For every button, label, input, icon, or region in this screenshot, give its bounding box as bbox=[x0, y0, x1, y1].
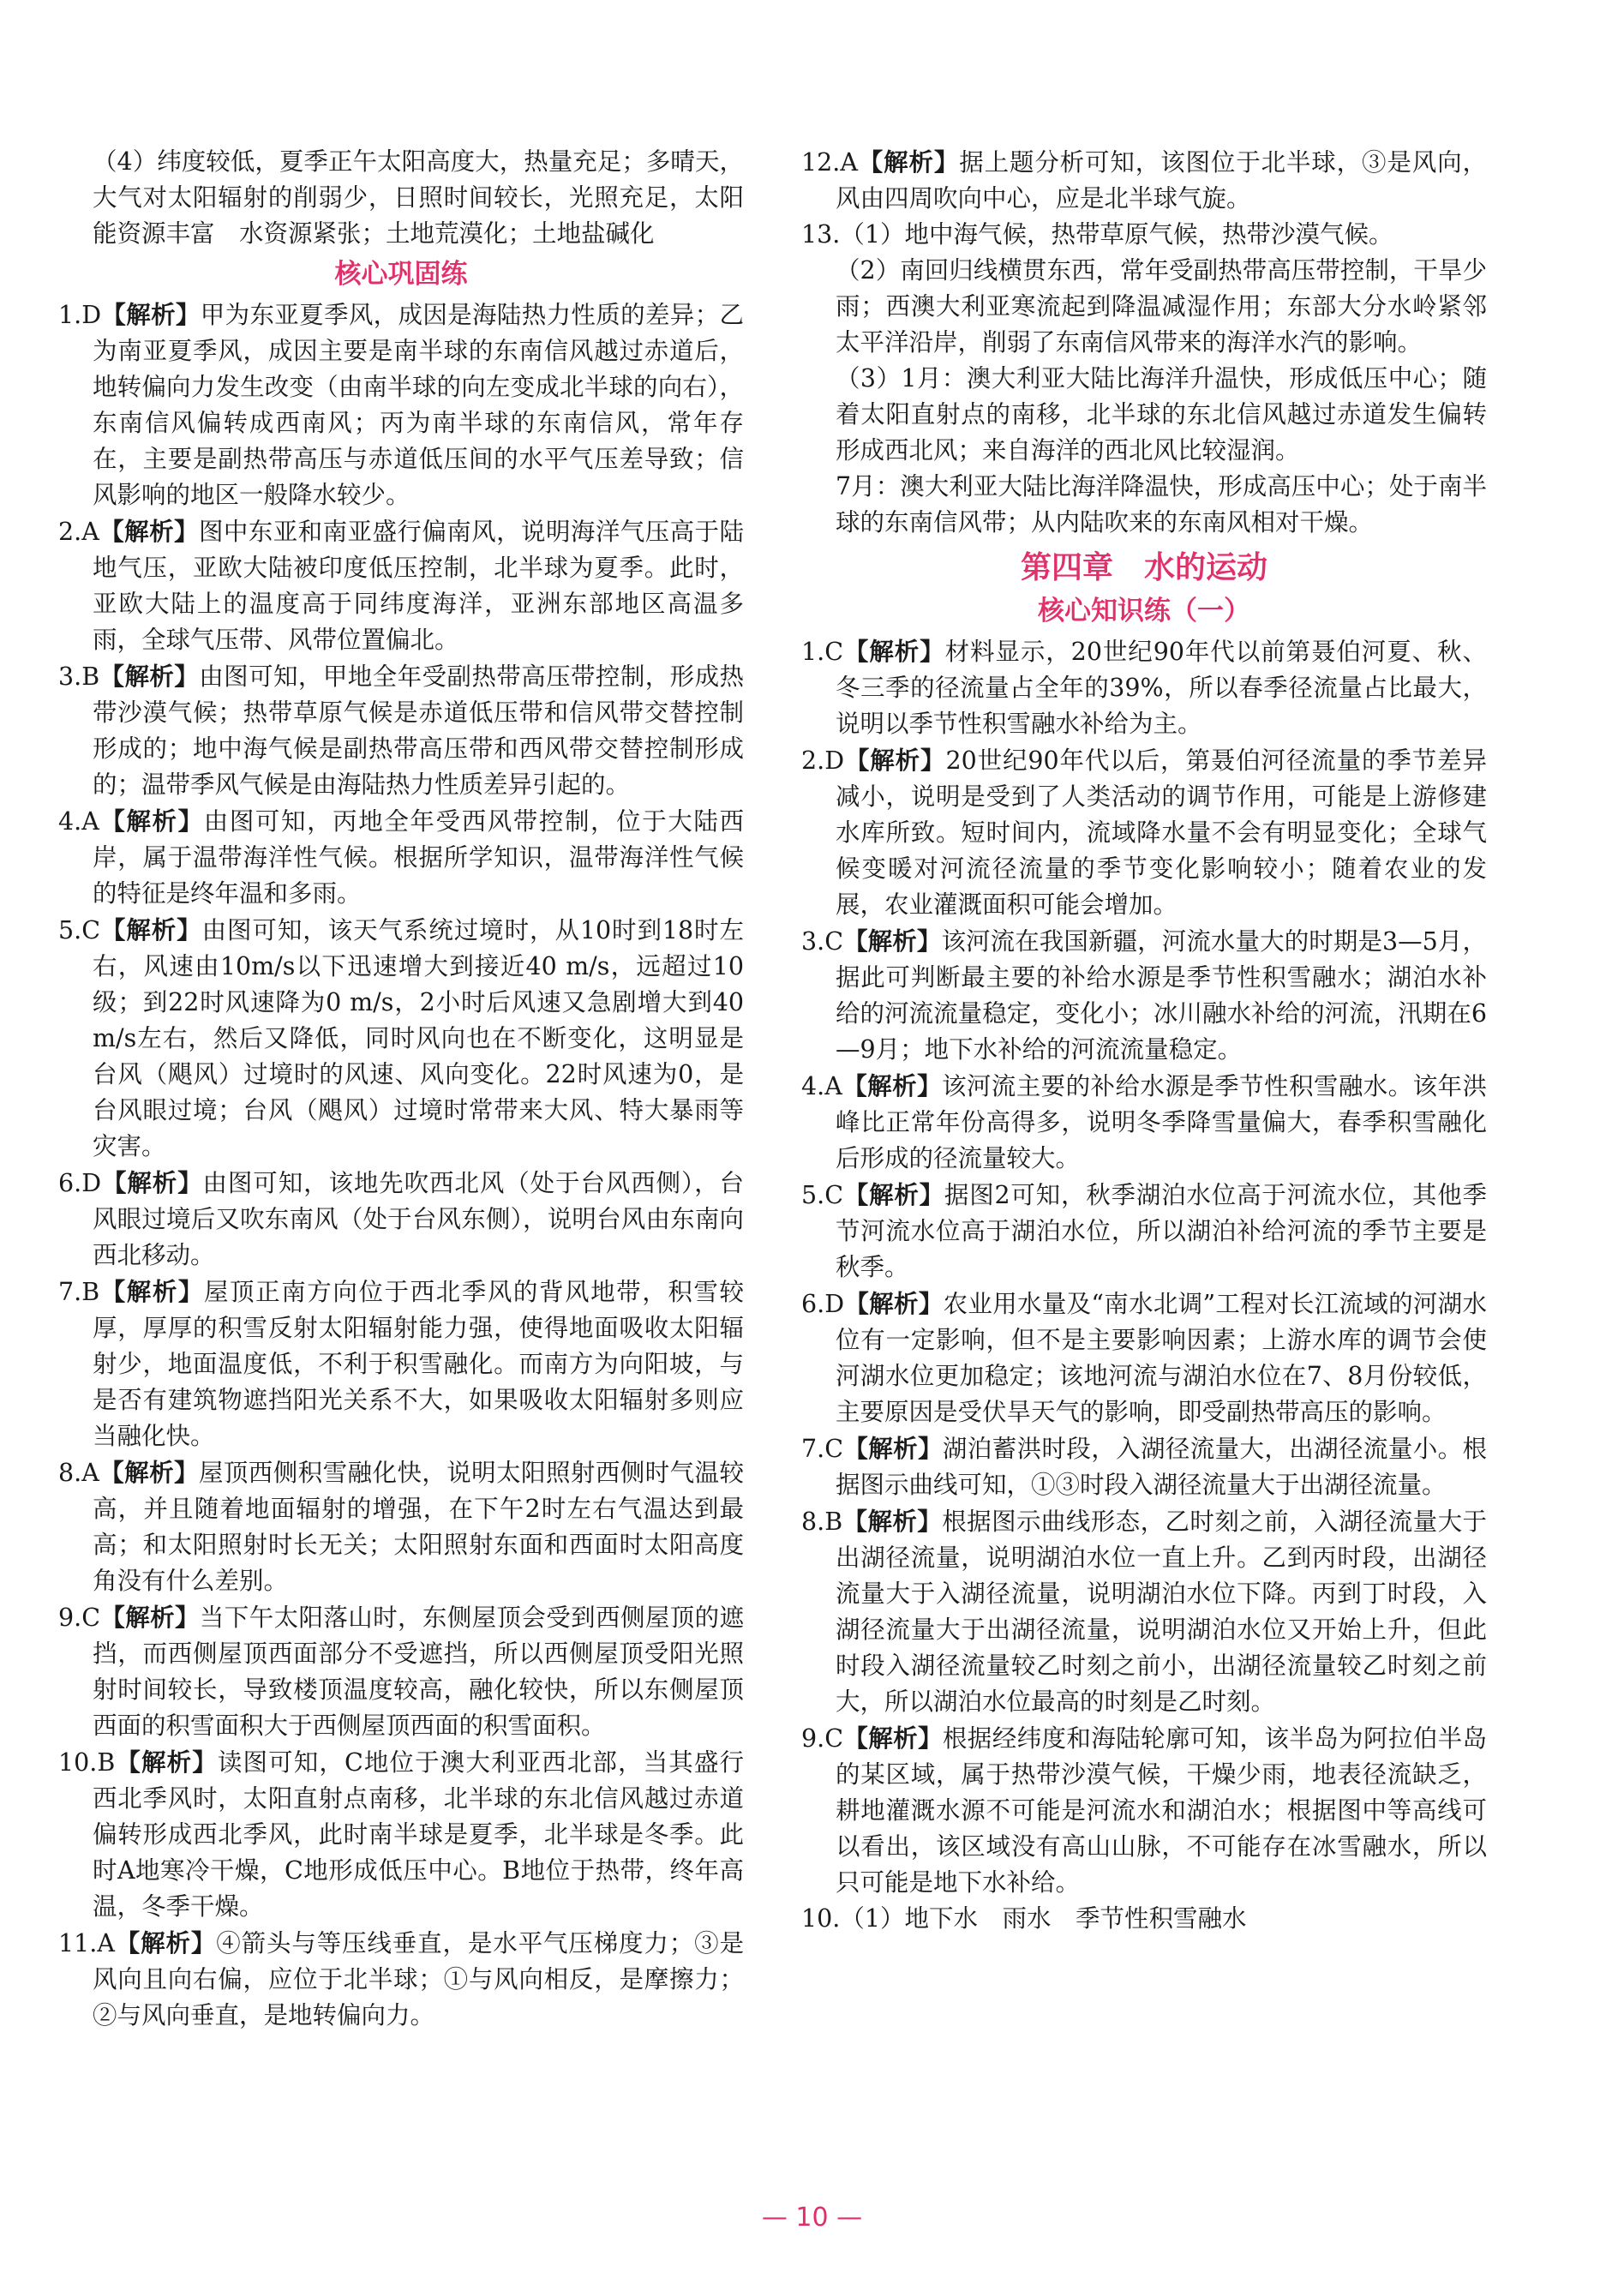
section-heading-core-knowledge: 核心知识练（一） bbox=[1038, 596, 1250, 626]
analysis-tag: 【解析】 bbox=[114, 1928, 217, 1957]
answer-number: 6.D bbox=[58, 1169, 102, 1197]
answer-item bbox=[58, 803, 744, 912]
answer-item bbox=[801, 1430, 1487, 1503]
answer-subitem: （3）1月：澳大利亚大陆比海洋升温快，形成低压中心；随着太阳直射点的南移，北半球的东北信风越过赤道发生偏转形成西北风；来自海洋的西北风比较湿润。 bbox=[836, 364, 1487, 465]
answer-text: 该河流主要的补给水源是季节性积雪融水。该年洪峰比正常年份高得多，说明冬季降雪量偏大，春季积雪融化后形成的径流量较大。 bbox=[836, 1072, 1487, 1172]
answer-item bbox=[801, 1901, 1487, 1937]
answer-number: 6.D bbox=[801, 1290, 845, 1318]
answer-text: 该河流在我国新疆，河流水量大的时期是3—5月，据此可判断最主要的补给水源是季节性积雪融水；湖泊水补给的河流流量稳定，变化小；冰川融水补给的河流，汛期在6—9月；地下水补给的河流流量稳定。 bbox=[836, 927, 1487, 1064]
answer-item bbox=[58, 912, 744, 1165]
analysis-tag: 【解析】 bbox=[115, 1747, 218, 1777]
answer-text: （1）地中海气候，热带草原气候，热带沙漠气候。 bbox=[840, 220, 1393, 249]
answer-number: 7.B bbox=[58, 1278, 100, 1306]
answer-number: 9.C bbox=[801, 1724, 843, 1753]
answer-text: 由图可知，该地先吹西北风（处于台风西侧），台风眼过境后又吹东南风（处于台风东侧），说明台风由东南向西北移动。 bbox=[93, 1169, 744, 1269]
analysis-tag: 【解析】 bbox=[100, 915, 202, 944]
analysis-tag: 【解析】 bbox=[100, 1603, 200, 1632]
answer-text: 20世纪90年代以后，第聂伯河径流量的季节差异减小，说明是受到了人类活动的调节作用，可能是上游修建水库所致。短时间内，流域降水量不会有明显变化；全球气候变暖对河流径流量的季节变化影响较小；随着农业的发展，农业灌溉面积可能会增加。 bbox=[836, 746, 1487, 919]
analysis-tag: 【解析】 bbox=[843, 1723, 943, 1753]
answer-number: 10.B bbox=[58, 1748, 116, 1777]
answer-text: 图中东亚和南亚盛行偏南风，说明海洋气压高于陆地气压，亚欧大陆被印度低压控制，北半球为夏季。此时，亚欧大陆上的温度高于同纬度海洋，亚洲东部地区高温多雨，全球气压带、风带位置偏北。 bbox=[93, 518, 744, 654]
analysis-tag: 【解析】 bbox=[99, 517, 199, 546]
answer-item bbox=[58, 1165, 744, 1274]
answer-number: 1.C bbox=[801, 638, 843, 666]
answer-item bbox=[801, 1720, 1487, 1901]
answer-item bbox=[801, 1503, 1487, 1720]
answer-number: 5.C bbox=[58, 916, 100, 944]
answer-subitem: 7月：澳大利亚大陆比海洋降温快，形成高压中心；处于南半球的东南信风带；从内陆吹来的东南风相对干燥。 bbox=[836, 472, 1487, 537]
answer-text: 屋顶西侧积雪融化快，说明太阳照射西侧时气温较高，并且随着地面辐射的增强，在下午2时左右气温达到最高；和太阳照射时长无关；太阳照射东面和西面时太阳高度角没有什么差别。 bbox=[93, 1459, 744, 1595]
answer-text: 材料显示，20世纪90年代以前第聂伯河夏、秋、冬三季的径流量占全年的39%，所以春季径流量占比最大，说明以季节性积雪融水补给为主。 bbox=[836, 638, 1487, 738]
answer-number: 3.B bbox=[58, 662, 100, 691]
answer-text: 甲为东亚夏季风，成因是海陆热力性质的差异；乙为南亚夏季风，成因主要是南半球的东南信风越过赤道后，地转偏向力发生改变（由南半球的向左变成北半球的向右），东南信风偏转成西南风；丙为南半球的东南信风，常年存在，主要是副热带高压与赤道低压间的水平气压差导致；信风影响的地区一般降水较少。 bbox=[93, 301, 744, 509]
answer-item bbox=[801, 1068, 1487, 1177]
answer-item bbox=[801, 923, 1487, 1068]
answer-number: 2.D bbox=[801, 746, 845, 775]
answer-text: 由图可知，该天气系统过境时，从10时到18时左右，风速由10m/s以下迅速增大到接近40 m/s，远超过10级；到22时风速降为0 m/s，2小时后风速又急剧增大到40 m/s左右，然后又降低，同时风向也在不断变化，这明显是台风（飓风）过境时的风速、风向变化。22时风速为0，是台风眼过境；台风（飓风）过境时常带来大风、特大暴雨等灾害。 bbox=[93, 916, 744, 1160]
right-column bbox=[801, 144, 1487, 1937]
answer-item bbox=[58, 297, 744, 513]
answer-item-4-continued: （4）纬度较低，夏季正午太阳高度大，热量充足；多晴天，大气对太阳辐射的削弱少，日照时间较长，光照充足，太阳能资源丰富 水资源紧张；土地荒漠化；土地盐碱化 bbox=[93, 147, 744, 248]
left-column bbox=[58, 144, 744, 2034]
answer-item bbox=[58, 1454, 744, 1599]
answer-text: 由图可知，甲地全年受副热带高压带控制，形成热带沙漠气候；热带草原气候是赤道低压带和信风带交替控制形成的；地中海气候是副热带高压带和西风带交替控制形成的；温带季风气候是由海陆热力性质差异引起的。 bbox=[93, 662, 744, 799]
answer-number: 12.A bbox=[801, 148, 858, 177]
answer-text: 由图可知，丙地全年受西风带控制，位于大陆西岸，属于温带海洋性气候。根据所学知识，温带海洋性气候的特征是终年温和多雨。 bbox=[93, 807, 744, 908]
answer-item bbox=[801, 1286, 1487, 1430]
answer-text: 据图2可知，秋季湖泊水位高于河流水位，其他季节河流水位高于湖泊水位，所以湖泊补给河流的季节主要是秋季。 bbox=[836, 1181, 1487, 1281]
analysis-tag: 【解析】 bbox=[844, 1289, 944, 1318]
answer-number: 5.C bbox=[801, 1181, 843, 1209]
answer-item bbox=[801, 742, 1487, 923]
answer-item bbox=[58, 1599, 744, 1744]
answer-subitem: （2）南回归线横贯东西，常年受副热带高压带控制，干旱少雨；西澳大利亚寒流起到降温减湿作用；东部大分水岭紧邻太平洋沿岸，削弱了东南信风带来的海洋水汽的影响。 bbox=[836, 256, 1487, 357]
analysis-tag: 【解析】 bbox=[842, 1507, 943, 1536]
analysis-tag: 【解析】 bbox=[843, 1434, 943, 1463]
analysis-tag: 【解析】 bbox=[101, 1168, 203, 1197]
analysis-tag: 【解析】 bbox=[842, 1071, 942, 1100]
analysis-tag: 【解析】 bbox=[843, 926, 942, 956]
answer-item bbox=[58, 1274, 744, 1454]
answer-text: 读图可知，C地位于澳大利亚西北部，当其盛行西北季风时，太阳直射点南移，北半球的东北信风越过赤道偏转形成西北季风，此时南半球是夏季，北半球是冬季。此时A地寒冷干燥，C地形成低压中心。B地位于热带，终年高温，冬季干燥。 bbox=[93, 1748, 744, 1921]
answer-text: 当下午太阳落山时，东侧屋顶会受到西侧屋顶的遮挡，而西侧屋顶西面部分不受遮挡，所以西侧屋顶受阳光照射时间较长，导致楼顶温度较高，融化较快，所以东侧屋顶西面的积雪面积大于西侧屋顶西面的积雪面积。 bbox=[93, 1604, 744, 1740]
answer-item bbox=[801, 144, 1487, 217]
answer-item bbox=[801, 217, 1487, 253]
answer-item bbox=[801, 1177, 1487, 1286]
answer-number: 13. bbox=[801, 220, 841, 249]
answer-number: 11.A bbox=[58, 1929, 115, 1957]
answer-text: 农业用水量及“南水北调”工程对长江流域的河湖水位有一定影响，但不是主要影响因素；上游水库的调节会使河湖水位更加稳定；该地河流与湖泊水位在7、8月份较低，主要原因是受伏旱天气的影响，即受副热带高压的影响。 bbox=[836, 1290, 1487, 1426]
page-number: — 10 — bbox=[761, 2203, 863, 2233]
answer-item bbox=[58, 513, 744, 658]
answer-item bbox=[58, 1925, 744, 2034]
answer-number: 8.B bbox=[801, 1508, 843, 1536]
answer-text: 根据经纬度和海陆轮廓可知，该半岛为阿拉伯半岛的某区域，属于热带沙漠气候，干燥少雨，地表径流缺乏，耕地灌溉水源不可能是河流水和湖泊水；根据图中等高线可以看出，该区域没有高山山脉，不可能存在冰雪融水，所以只可能是地下水补给。 bbox=[836, 1724, 1487, 1897]
analysis-tag: 【解析】 bbox=[99, 662, 200, 691]
answer-number: 2.A bbox=[58, 518, 99, 546]
answer-item bbox=[58, 1744, 744, 1925]
answer-text: （1）地下水 雨水 季节性积雪融水 bbox=[840, 1904, 1247, 1933]
answer-text: 湖泊蓄洪时段，入湖径流量大，出湖径流量小。根据图示曲线可知，①③时段入湖径流量大于出湖径流量。 bbox=[836, 1435, 1487, 1499]
answer-number: 7.C bbox=[801, 1435, 843, 1463]
answer-number: 3.C bbox=[801, 927, 843, 956]
analysis-tag: 【解析】 bbox=[843, 637, 945, 666]
answer-text: 屋顶正南方向位于西北季风的背风地带，积雪较厚，厚厚的积雪反射太阳辐射能力强，使得地面吸收太阳辐射少，地面温度低，不利于积雪融化。而南方为向阳坡，与是否有建筑物遮挡阳光关系不大，如果吸收太阳辐射多则应当融化快。 bbox=[93, 1278, 744, 1450]
answer-number: 4.A bbox=[58, 807, 99, 836]
analysis-tag: 【解析】 bbox=[99, 806, 204, 836]
analysis-tag: 【解析】 bbox=[844, 746, 946, 775]
analysis-tag: 【解析】 bbox=[99, 1458, 199, 1487]
chapter-heading: 第四章 水的运动 bbox=[1020, 549, 1267, 585]
answer-text: 根据图示曲线形态，乙时刻之前，入湖径流量大于出湖径流量，说明湖泊水位一直上升。乙到丙时段，出湖径流量大于入湖径流量，说明湖泊水位下降。丙到丁时段，入湖径流量大于出湖径流量，说明湖泊水位又开始上升，但此时段入湖径流量较乙时刻之前小，出湖径流量较乙时刻之前大，所以湖泊水位最高的时刻是乙时刻。 bbox=[836, 1508, 1487, 1716]
analysis-tag: 【解析】 bbox=[101, 300, 201, 329]
answer-number: 8.A bbox=[58, 1459, 99, 1487]
answer-item bbox=[58, 658, 744, 803]
analysis-tag: 【解析】 bbox=[857, 147, 960, 177]
analysis-tag: 【解析】 bbox=[843, 1180, 944, 1209]
answer-number: 1.D bbox=[58, 301, 102, 329]
answer-item bbox=[801, 633, 1487, 742]
section-heading-core-consolidation: 核心巩固练 bbox=[334, 259, 468, 290]
answer-number: 10. bbox=[801, 1904, 841, 1933]
answer-number: 9.C bbox=[58, 1604, 100, 1632]
analysis-tag: 【解析】 bbox=[99, 1277, 205, 1306]
answer-number: 4.A bbox=[801, 1072, 842, 1100]
answer-text: ④箭头与等压线垂直，是水平气压梯度力；③是风向且向右偏，应位于北半球；①与风向相反，是摩擦力；②与风向垂直，是地转偏向力。 bbox=[93, 1929, 744, 2029]
answer-text: 据上题分析可知，该图位于北半球，③是风向，风由四周吹向中心，应是北半球气旋。 bbox=[836, 148, 1487, 213]
